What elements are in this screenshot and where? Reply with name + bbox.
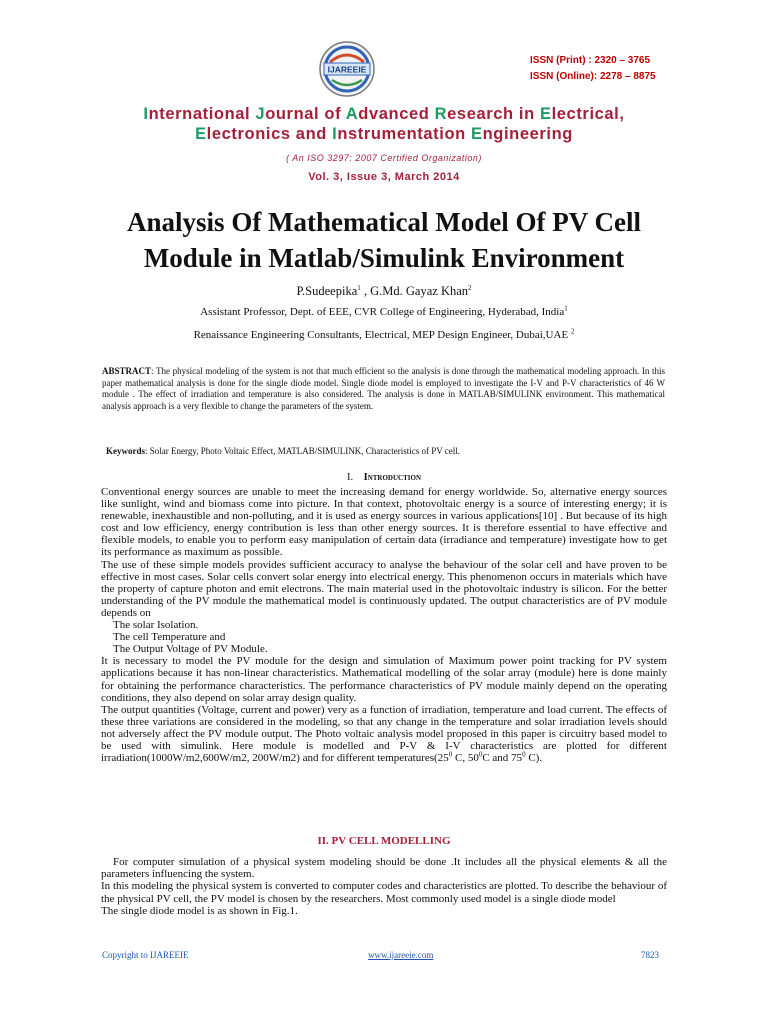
keywords-label: Keywords: [106, 446, 145, 456]
issn-online: ISSN (Online): 2278 – 8875: [530, 71, 656, 82]
journal-title-initial: J: [255, 105, 266, 123]
journal-title-word: esearch in: [447, 105, 540, 123]
affiliation-2-sup: 2: [570, 327, 575, 336]
journal-title-line2: [0, 125, 768, 144]
author-2: , G.Md. Gayaz Khan: [360, 284, 469, 298]
paragraph: The single diode model is as shown in Fig.1.: [101, 904, 298, 917]
affiliation-1: [0, 306, 768, 318]
pv-modelling-body: [101, 856, 667, 917]
journal-title-initial: R: [434, 105, 448, 123]
list-item: The cell Temperature and: [113, 631, 226, 644]
paragraph-text: C and 75: [482, 752, 523, 765]
journal-title-initial: E: [195, 125, 207, 143]
journal-title-initial: I: [143, 105, 149, 123]
certification-note: ( An ISO 3297: 2007 Certified Organization): [286, 153, 482, 163]
degree-sup: 0: [522, 750, 526, 759]
page-number: 7823: [641, 950, 659, 960]
abstract: [102, 366, 665, 412]
section-title: Introduction: [363, 472, 421, 483]
footer-url-link[interactable]: www.ijareeie.com: [368, 950, 434, 960]
affiliation-1-text: Assistant Professor, Dept. of EEE, CVR College of Engineering, Hyderabad, India: [200, 306, 565, 318]
keywords: [106, 446, 666, 456]
keywords-text: : Solar Energy, Photo Voltaic Effect, MATLAB/SIMULINK, Characteristics of PV cell.: [145, 446, 461, 456]
authors: [0, 284, 768, 299]
list-item: The Output Voltage of PV Module.: [113, 643, 268, 656]
journal-title-line1: [0, 105, 768, 124]
section-number: I.: [347, 472, 354, 483]
list-item: The solar Isolation.: [113, 619, 199, 632]
abstract-text: : The physical modeling of the system is not that much efficient so the analysis is done through the mathematical modeling approach. In this paper mathematical analysis is done for the single diode model. Single diode model is employed to investigate the I-V and P-V characteristics of 46 W module . The effect of irradiation and temperature is also considered. The analysis is done in MATLAB/SIMULINK environment. This mathematical analysis approach is a very flexible to change the parameters of the system.: [102, 366, 665, 411]
footer-copyright: Copyright to IJAREEIE: [102, 950, 189, 960]
author-2-sup: 2: [468, 283, 472, 292]
section-heading-pv-modelling: II. PV CELL MODELLING: [317, 835, 451, 847]
paragraph: [101, 704, 667, 764]
journal-title-initial: E: [470, 125, 483, 143]
journal-title-word: lectronics and: [206, 125, 333, 143]
journal-title-word: ournal of: [265, 105, 346, 123]
journal-logo: [318, 40, 376, 98]
affiliation-2: [0, 329, 768, 341]
paragraph-text: C).: [525, 752, 543, 765]
journal-title-word: nternational: [148, 105, 256, 123]
paragraph: The use of these simple models provides sufficient accuracy to analyse the behaviour of the solar cell and have proven to be effective in most cases. Solar cells convert solar energy into electrical energy. This phenomenon occurs in materials which have the property of capture photon and emit electrons. The main material used in the photovoltaic industry is silicon. For the better understanding of the PV module the mathematical model is continuously updated. The output characteristics are of PV module depends on: [101, 558, 667, 619]
section-heading-introduction: [0, 472, 768, 483]
journal-title-initial: I: [332, 125, 338, 143]
degree-sup: 0: [448, 750, 453, 759]
author-1-sup: 1: [357, 283, 361, 292]
paragraph: Conventional energy sources are unable to meet the increasing demand for energy worldwide. So, alternative energy sources like sunlight, wind and biomass come into picture. In that context, photovoltaic energy is a source of interesting energy; it is renewable, inexhaustible and non-polluting, and it is used as energy sources in various applications[10] . But because of its high cost and low efficiency, energy contribution is less than other energy sources. It is therefore essential to have effective and flexible models, to enable you to perform easy manipulation of certain data (irradiance and temperature) investigate how to get its performance as maximum as possible.: [101, 486, 667, 559]
paragraph: It is necessary to model the PV module for the design and simulation of Maximum power point tracking for PV system applications because it has non-linear characteristics. Mathematical modelling of the solar array (module) here is done mainly for obtaining the performance characteristics. The performance characteristics of PV module mainly depend on the operating conditions, they also depend on solar array design quality.: [101, 655, 667, 704]
introduction-body: [101, 486, 667, 764]
paragraph: In this modeling the physical system is converted to computer codes and characteristics are plotted. To describe the behaviour of the physical PV cell, the PV model is chosen by the researchers. Most commonly used model is a single diode model: [101, 880, 667, 905]
paragraph: For computer simulation of a physical system modeling should be done .It includes all the physical elements & all the parameters influencing the system.: [101, 856, 667, 881]
affiliation-2-text: Renaissance Engineering Consultants, Electrical, MEP Design Engineer, Dubai,UAE: [193, 329, 569, 341]
issn-print: ISSN (Print) : 2320 – 3765: [530, 55, 651, 66]
abstract-label: ABSTRACT: [102, 366, 152, 376]
journal-title-initial: A: [345, 105, 359, 123]
affiliation-1-sup: 1: [564, 304, 568, 313]
journal-title-word: lectrical,: [551, 105, 625, 123]
logo-text: IJAREEIE: [327, 64, 367, 75]
author-1: P.Sudeepika: [296, 284, 358, 298]
paper-title-line1: Analysis Of Mathematical Model Of PV Cell: [127, 207, 641, 237]
degree-sup: 0: [478, 750, 483, 759]
journal-title-word: ngineering: [482, 125, 573, 143]
journal-title-initial: E: [539, 105, 552, 123]
paragraph-text: The output quantities (Voltage, current and power) very as a function of irradiation, temperature and load current. The effects of these three variations are considered in the modeling, so that any change in the temperature and solar irradiation levels should not adversely affect the PV module output. The Photo voltaic analysis model proposed in this paper is circuitry based model to be used with simulink. Here module is modelled and P-V & I-V characteristics are plotted for different irradiation(1000W/m2,600W/m2, 200W/m2) and for different temperatures(25: [101, 703, 667, 765]
paragraph-text: C, 50: [452, 752, 479, 765]
paper-title-line2: Module in Matlab/Simulink Environment: [143, 243, 625, 273]
journal-title-word: nstrumentation: [337, 125, 471, 143]
journal-title-word: dvanced: [358, 105, 435, 123]
volume-issue: Vol. 3, Issue 3, March 2014: [308, 171, 460, 183]
